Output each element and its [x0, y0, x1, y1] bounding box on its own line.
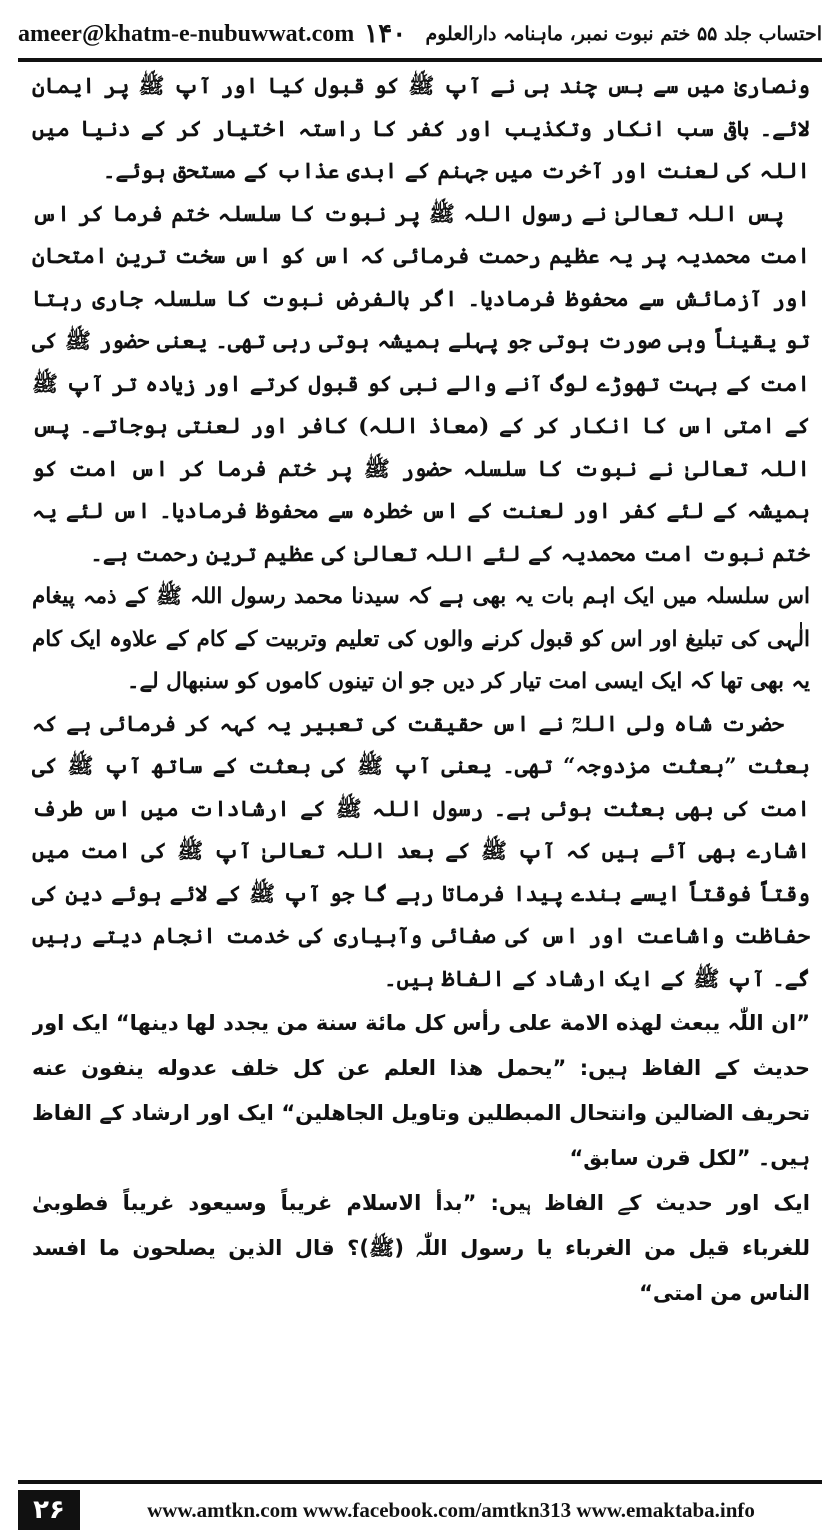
page-footer: [18, 1490, 822, 1530]
page-body: [32, 66, 810, 1474]
header-rule: [18, 58, 822, 62]
hadith-quote-2: ایک اور حدیث کے الفاظ ہیں: ”بدأ الاسلام غریباً وسیعود غریباً فطوبیٰ للغرباء قیل من الغرباء یا رسول اللّٰہ (ﷺ)؟ قال الذین یصلحون ما افسد الناس من امتی“: [32, 1191, 810, 1305]
page-header: [18, 14, 822, 54]
hadith-quote-1: ”ان اللّٰہ یبعث لهذه الامة علی رأس کل مائة سنة من یجدد لها دینها“ ایک اور حدیث کے الفاظ ہیں: ”یحمل هذا العلم عن کل خلف عدوله ینفون عنه تحریف الضالین وانتحال المبطلین وتاویل الجاهلین“ ایک اور ارشاد کے الفاظ ہیں۔ ”لکل قرن سابق“: [32, 1011, 810, 1170]
paragraph-2: پس اللہ تعالیٰ نے رسول اللہ ﷺ پر نبوت کا سلسلہ ختم فرما کر اس امت محمدیہ پر یہ عظیم رحمت فرمائی کہ اس کو اس سخت ترین امتحان اور آزمائش سے محفوظ فرمادیا۔ اگر بالفرض نبوت کا سلسلہ جاری رہتا تو یقیناً وہی صورت ہوتی جو پہلے ہمیشہ ہوتی رہی تھی۔ یعنی حضور ﷺ کی امت کے بہت تھوڑے لوگ آنے والے نبی کو قبول کرتے اور زیادہ تر آپ ﷺ کے امتی اس کا انکار کر کے (معاذ اللہ) کافر اور لعنتی ہوجاتے۔ پس اللہ تعالیٰ نے نبوت کا سلسلہ حضور ﷺ پر ختم فرما کر اس امت کو ہمیشہ کے لئے کفر اور لعنت کے اس خطرہ سے محفوظ فرمادیا۔ اس لئے یہ ختم نبوت امت محمدیہ کے لئے اللہ تعالیٰ کی عظیم ترین رحمت ہے۔: [32, 201, 810, 567]
footer-rule: [18, 1480, 822, 1484]
footer-page-number: ۲۶: [18, 1490, 80, 1530]
paragraph-1: ونصاریٰ میں سے بس چند ہی نے آپ ﷺ کو قبول کیا اور آپ ﷺ پر ایمان لائے۔ باقی سب انکار وتکذیب اور کفر کا راستہ اختیار کر کے دنیا میں اللہ کی لعنت اور آخرت میں جہنم کے ابدی عذاب کے مستحق ہوئے۔: [32, 74, 810, 184]
paragraph-4: حضرت شاہ ولی اللہؒ نے اس حقیقت کی تعبیر یہ کہہ کر فرمائی ہے کہ بعثت ”بعثت مزدوجہ“ تھی۔ یعنی آپ ﷺ کی بعثت کے ساتھ آپ ﷺ کی امت کی بھی بعثت ہوئی ہے۔ رسول اللہ ﷺ کے ارشادات میں اس طرف اشارے بھی آئے ہیں کہ آپ ﷺ کے بعد اللہ تعالیٰ آپ ﷺ کی امت میں وقتاً فوقتاً ایسے بندے پیدا فرماتا رہے گا جو آپ ﷺ کے لائے ہوئے دین کی حفاظت واشاعت اور اس کی صفائی وآبیاری کی خدمت انجام دیتے رہیں گے۔ آپ ﷺ کے ایک ارشاد کے الفاظ ہیں۔: [32, 711, 810, 992]
header-email: ameer@khatm-e-nubuwwat.com: [18, 20, 355, 47]
header-page-number: ۱۴۰: [364, 19, 407, 48]
footer-links: www.amtkn.com www.facebook.com/amtkn313 www.emaktaba.info: [147, 1497, 755, 1522]
paragraph-3: اس سلسلہ میں ایک اہم بات یہ بھی ہے کہ سیدنا محمد رسول اللہ ﷺ کے ذمہ پیغام الٰہی کی تبلیغ اور اس کو قبول کرنے والوں کی تعلیم وتربیت کے کام کے علاوہ ایک کام یہ بھی تھا کہ ایک ایسی امت تیار کر دیں جو ان تینوں کاموں کو سنبھال لے۔: [32, 584, 810, 694]
header-title: احتساب جلد ۵۵ ختم نبوت نمبر، ماہنامہ دارالعلوم: [425, 23, 822, 45]
